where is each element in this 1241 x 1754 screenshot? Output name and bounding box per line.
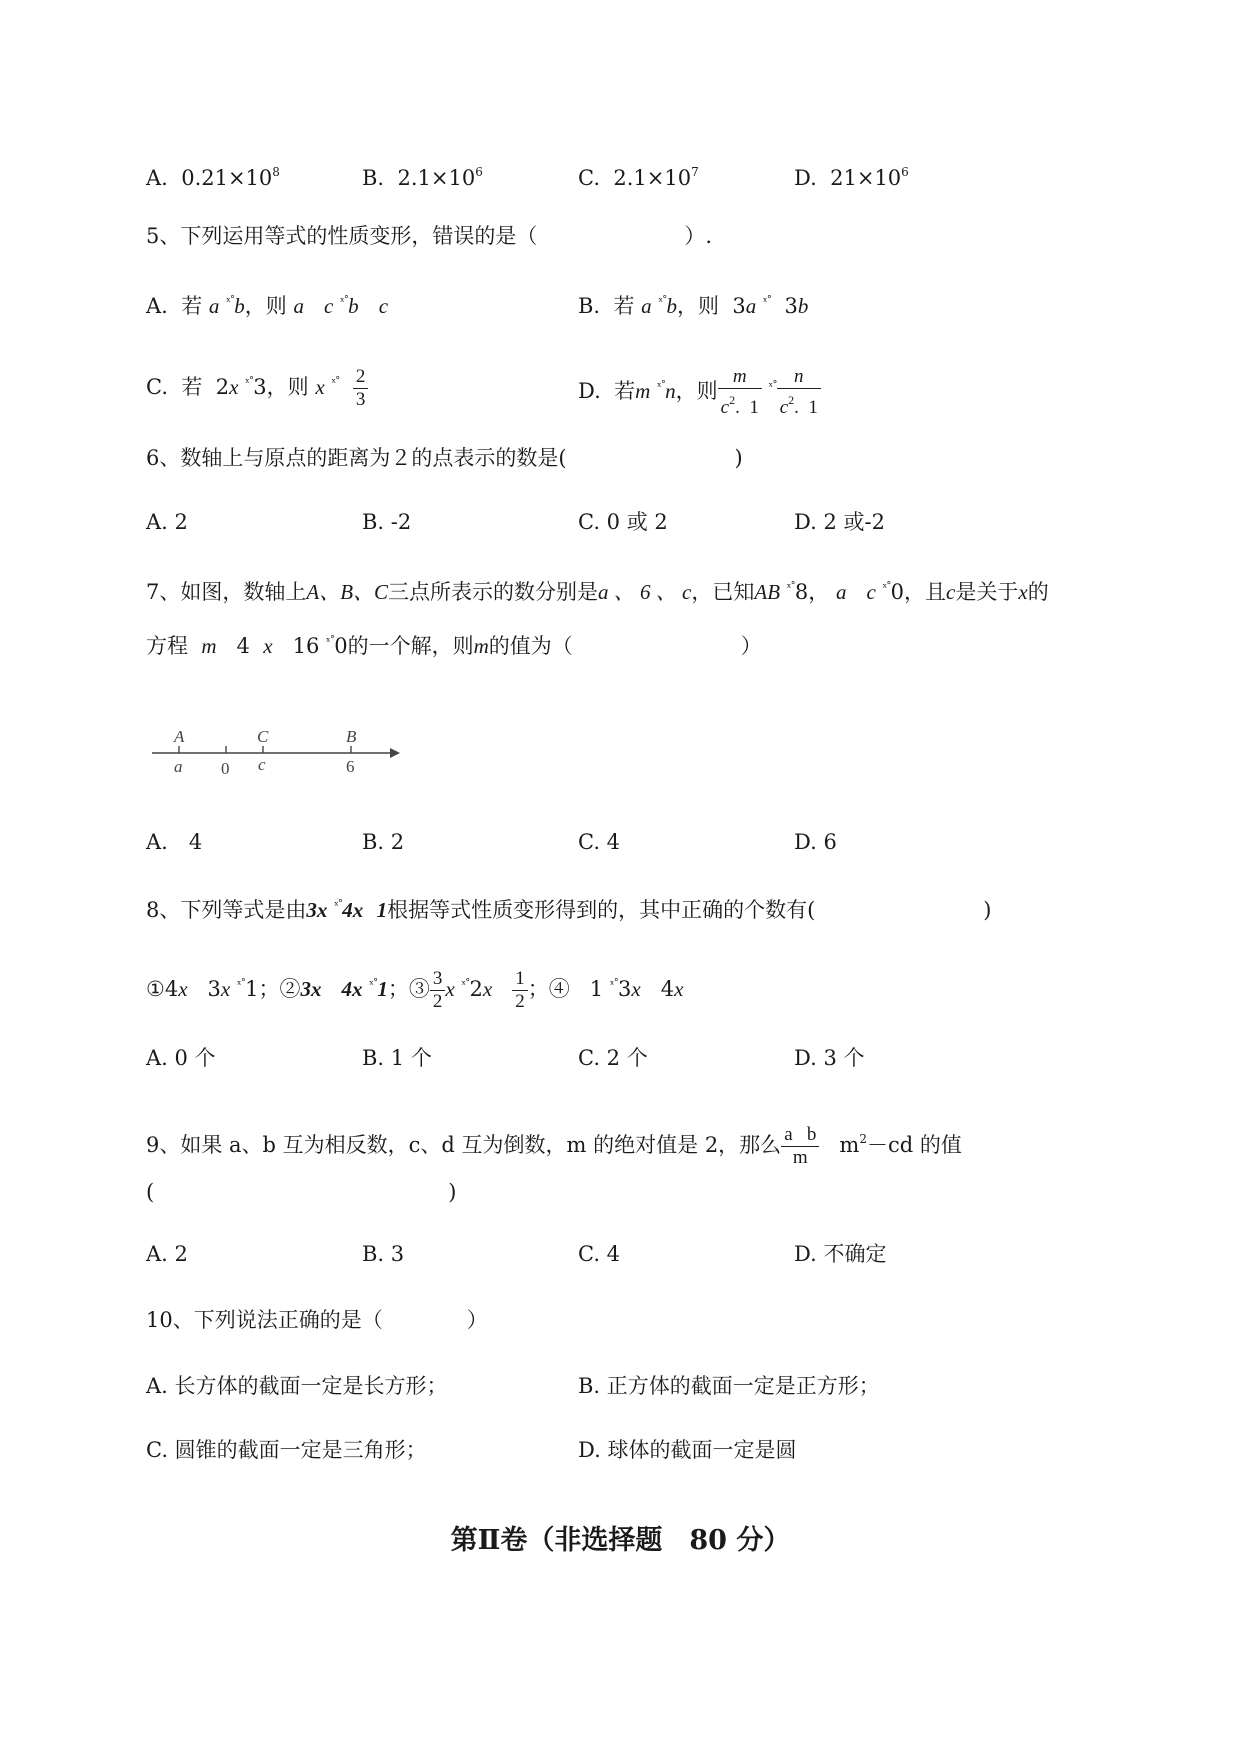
q8-stem: 8、下列等式是由3x $^{ˣ˚}$4x 1根据等式性质变形得到的，其中正确的个数有( )	[146, 898, 992, 922]
q9-option-d: D. 不确定	[794, 1242, 887, 1266]
q6-option-b: B. -2	[362, 510, 412, 534]
q5-stem: 5、下列运用等式的性质变形，错误的是（ ）.	[146, 224, 713, 248]
q9-stem: 9、如果 a、b 互为相反数，c、d 互为倒数，m 的绝对值是 2，那么 $\frac{\text{a b}}{m}$ $m^2-cd$ 的值	[146, 1124, 962, 1168]
q10-option-c: C. 圆锥的截面一定是三角形；	[146, 1438, 427, 1462]
q7-stem-line1: 7、如图，数轴上A、B、C三点所表示的数分别是a 、 6 、 c，已知AB $^{ˣ˚}$8， a c $^{ˣ˚}$0，且c是关于x的	[146, 580, 1049, 604]
section-title: 第Ⅱ卷（非选择题 80 分）	[450, 1525, 791, 1556]
q10-stem: 10、下列说法正确的是（ ）	[146, 1308, 488, 1332]
q5-option-d: D. 若m $^{ˣ˚}$n，则 $\frac{m}{c^2. 1}$ $^{ˣ˚}$ $\frac{n}{c^2. 1}$	[578, 366, 821, 419]
q4-option-d: D. $21\times 10^6$	[794, 165, 909, 190]
q5-option-b: B. 若 a $^{ˣ˚}$b，则 3a $^{ˣ˚}$ 3b	[578, 294, 809, 318]
label-c: c	[258, 755, 266, 774]
q6-stem: 6、数轴上与原点的距离为２的点表示的数是( )	[146, 446, 743, 470]
q7-stem-line2: 方程 m 4 x 16 $^{ˣ˚}$0的一个解，则m的值为（ ）	[146, 634, 762, 658]
label-B: B	[346, 727, 357, 746]
q8-option-c: C. 2 个	[578, 1046, 648, 1070]
q10-option-b: B. 正方体的截面一定是正方形；	[578, 1374, 880, 1398]
label-C: C	[257, 727, 269, 746]
q9-option-b: B. 3	[362, 1242, 405, 1266]
q7-option-a: A. 4	[146, 830, 203, 854]
q10-option-a: A. 长方体的截面一定是长方形；	[146, 1374, 448, 1398]
label-0: 0	[221, 759, 230, 778]
q5-option-a: A. 若 a $^{ˣ˚}$b，则 a c $^{ˣ˚}$b c	[146, 294, 389, 318]
q7-option-d: D. 6	[794, 830, 837, 854]
q6-option-c: C. 0 或 2	[578, 510, 668, 534]
label-A: A	[174, 727, 185, 746]
q4-option-b: B. $2.1\times 10^6$	[362, 165, 483, 190]
q5-option-c: C. 若 2x $^{ˣ˚}$3，则 x $^{ˣ˚}$ $\frac{2}{3}$	[146, 366, 368, 411]
label-6: 6	[346, 757, 355, 776]
q10-option-d: D. 球体的截面一定是圆	[578, 1438, 797, 1462]
q8-option-b: B. 1 个	[362, 1046, 432, 1070]
number-line-arrow	[390, 748, 400, 758]
q6-option-a: A. 2	[146, 510, 188, 534]
q9-option-a: A. 2	[146, 1242, 188, 1266]
q6-option-d: D. 2 或-2	[794, 510, 885, 534]
q9-paren: ( )	[146, 1180, 457, 1204]
q8-option-a: A. 0 个	[146, 1046, 216, 1070]
q7-option-b: B. 2	[362, 830, 405, 854]
q7-option-c: C. 4	[578, 830, 621, 854]
q4-option-a: A. $0.21\times 10^8$	[146, 165, 280, 190]
q9-option-c: C. 4	[578, 1242, 621, 1266]
q8-option-d: D. 3 个	[794, 1046, 865, 1070]
q7-number-line-figure	[150, 726, 410, 786]
q8-items: ①4x 3x $^{ˣ˚}$1；②3x 4x $^{ˣ˚}$1；③ $\frac{3}{2}$ x $^{ˣ˚}$2x $\frac{1}{2}$ ；④ 1 $^{ˣ˚}$3x 4x	[146, 968, 684, 1012]
label-a: a	[174, 757, 183, 776]
q4-option-c: C. $2.1\times 10^7$	[578, 165, 699, 190]
